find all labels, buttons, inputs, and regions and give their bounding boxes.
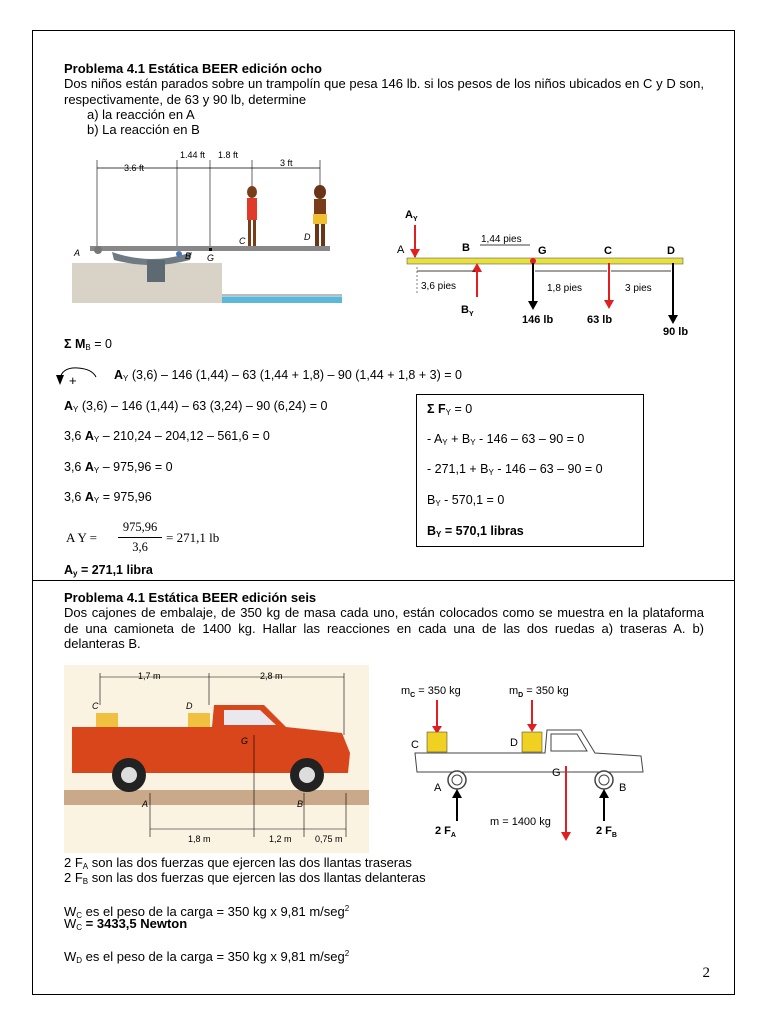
fbd2-m-label: m = 1400 kg bbox=[490, 816, 551, 828]
fbd-dim-bg: 1,44 pies bbox=[481, 234, 522, 245]
box-line-4: $B_Y - 570,1 = 0$ bbox=[427, 493, 505, 508]
photo-dim-144: 1.44 ft bbox=[180, 150, 206, 160]
problem2-wc-value: $W_C = 3433,5$ Newton bbox=[64, 916, 188, 932]
box-line-1: Σ $F_Y = 0$ bbox=[427, 402, 473, 417]
equation-4: 3,6 $A_Y - 975,96 = 0$ bbox=[64, 460, 173, 475]
fbd2-label-g: G bbox=[552, 767, 561, 779]
diving-board-illustration bbox=[72, 148, 342, 303]
fbd-dim-ab: 3,6 pies bbox=[421, 281, 457, 292]
box-line-2: - $A_Y + B_Y - 146 - 63 - 90 = 0$ bbox=[427, 432, 585, 447]
fraction-numerator: 975,96 bbox=[122, 520, 158, 534]
ccw-rotation-icon bbox=[54, 363, 100, 389]
page-number: 2 bbox=[702, 965, 710, 981]
fbd-label-c: C bbox=[604, 245, 612, 257]
fbd-label-d: D bbox=[667, 245, 675, 257]
fbd-label-a: A bbox=[397, 244, 405, 256]
fbd-ay-label: $A_Y$ bbox=[405, 209, 418, 223]
sum-moments-b: Σ $M_B = 0$ bbox=[64, 337, 112, 352]
fbd-label-g: G bbox=[538, 245, 547, 257]
fbd-c-label: 63 lb bbox=[587, 314, 613, 326]
photo-dim-36: 3.6 ft bbox=[124, 163, 145, 173]
problem1-item-a: a) la reacción en A bbox=[87, 107, 195, 122]
equation-2: $A_Y$ (3,6) – 146 (1,44) – 63 (3,24) – 90 (6,24) = 0 bbox=[64, 399, 328, 414]
problem2-wd-line: $W_D$ es el peso de la carga = 350 kg x 9,81 m/seg$^2$ bbox=[64, 949, 350, 965]
equation-5: 3,6 $A_Y = 975,96$ bbox=[64, 490, 152, 505]
problem2-title: Problema 4.1 Estática BEER edición seis bbox=[64, 590, 317, 605]
ay-result: $A_y = 271,1$ libra bbox=[64, 563, 153, 578]
photo-dim-18: 1.8 ft bbox=[218, 150, 239, 160]
fraction-denominator: 3,6 bbox=[132, 540, 148, 554]
photo-label-c: C bbox=[239, 236, 246, 246]
photo-dim-3: 3 ft bbox=[280, 158, 293, 168]
fbd-by-label: $B_Y$ bbox=[461, 304, 474, 318]
truck-illustration bbox=[64, 665, 369, 853]
fbd-dim-cd: 3 pies bbox=[625, 283, 652, 294]
fbd2-fb-label: 2 $F_B$ bbox=[596, 825, 617, 839]
photo-label-d: D bbox=[304, 232, 311, 242]
truck-dim-075: 0,75 m bbox=[315, 834, 343, 844]
problem2-line-fb: 2 $F_B$ son las dos fuerzas que ejercen las dos llantas delanteras bbox=[64, 870, 426, 886]
fbd2-md: $m_D = 350$ kg bbox=[509, 685, 569, 699]
problem2-line-fa: 2 $F_A$ son las dos fuerzas que ejercen las dos llantas traseras bbox=[64, 855, 412, 871]
fraction-rhs: = 271,1 lb bbox=[166, 530, 220, 545]
truck-free-body-diagram bbox=[395, 676, 655, 846]
problem1-statement: Dos niños están parados sobre un trampolín que pesa 146 lb. si los pesos de los niños ubicados en C y D son, respectivamente, de 63 y 90 lb, determine bbox=[64, 76, 704, 107]
sum-forces-box bbox=[416, 394, 644, 547]
fbd2-mc: $m_C = 350$ kg bbox=[401, 685, 461, 699]
fbd-weight-label: 146 lb bbox=[522, 314, 554, 326]
fbd2-label-d: D bbox=[510, 737, 518, 749]
fbd2-fa-label: 2 $F_A$ bbox=[435, 825, 456, 839]
beam-free-body-diagram bbox=[395, 205, 695, 340]
fbd2-label-c: C bbox=[411, 739, 419, 751]
truck-dim-28: 2,8 m bbox=[260, 671, 283, 681]
fbd-dim-gc: 1,8 pies bbox=[547, 283, 583, 294]
truck-label-d: D bbox=[186, 701, 193, 711]
problem2-wc-line: $W_C$ es el peso de la carga = 350 kg x 9,81 m/seg$^2$ bbox=[64, 904, 350, 920]
box-line-3: - $271,1 + B_Y - 146 - 63 - 90 = 0$ bbox=[427, 462, 603, 477]
truck-dim-18: 1,8 m bbox=[188, 834, 211, 844]
truck-label-g: G bbox=[241, 736, 249, 746]
truck-label-b: B bbox=[297, 799, 304, 809]
plus-sign: + bbox=[69, 373, 77, 388]
problem1-title: Problema 4.1 Estática BEER edición ocho bbox=[64, 61, 322, 76]
problem2-statement: Dos cajones de embalaje, de 350 kg de masa cada uno, están colocados como se muestra en la plataforma de una camioneta de 1400 kg. Hallar las reacciones en cada una de las dos ruedas a) traseras A. b) delanteras B. bbox=[64, 605, 704, 651]
fbd-d-label: 90 lb bbox=[663, 326, 689, 338]
photo-label-g: G bbox=[207, 253, 215, 263]
section-divider bbox=[32, 580, 735, 581]
fraction-equation: A Y = bbox=[66, 530, 97, 545]
fbd2-label-b: B bbox=[619, 782, 627, 794]
photo-label-a: A bbox=[74, 248, 81, 258]
truck-label-a: A bbox=[142, 799, 149, 809]
equation-3: 3,6 $A_Y - 210,24 - 204,12 - 561,6 = 0$ bbox=[64, 429, 270, 444]
fraction-bar bbox=[118, 537, 162, 538]
truck-label-c: C bbox=[92, 701, 99, 711]
problem1-item-b: b) La reacción en B bbox=[87, 122, 200, 137]
fbd2-label-a: A bbox=[434, 782, 442, 794]
truck-dim-17: 1,7 m bbox=[138, 671, 161, 681]
truck-dim-12: 1,2 m bbox=[269, 834, 292, 844]
photo-label-b: B bbox=[185, 251, 192, 261]
box-line-5: $B_Y = 570,1$ libras bbox=[427, 524, 524, 539]
fbd-label-b: B bbox=[462, 242, 470, 254]
equation-1: $A_Y$ (3,6) – 146 (1,44) – 63 (1,44 + 1,8) – 90 (1,44 + 1,8 + 3) = 0 bbox=[114, 368, 462, 383]
